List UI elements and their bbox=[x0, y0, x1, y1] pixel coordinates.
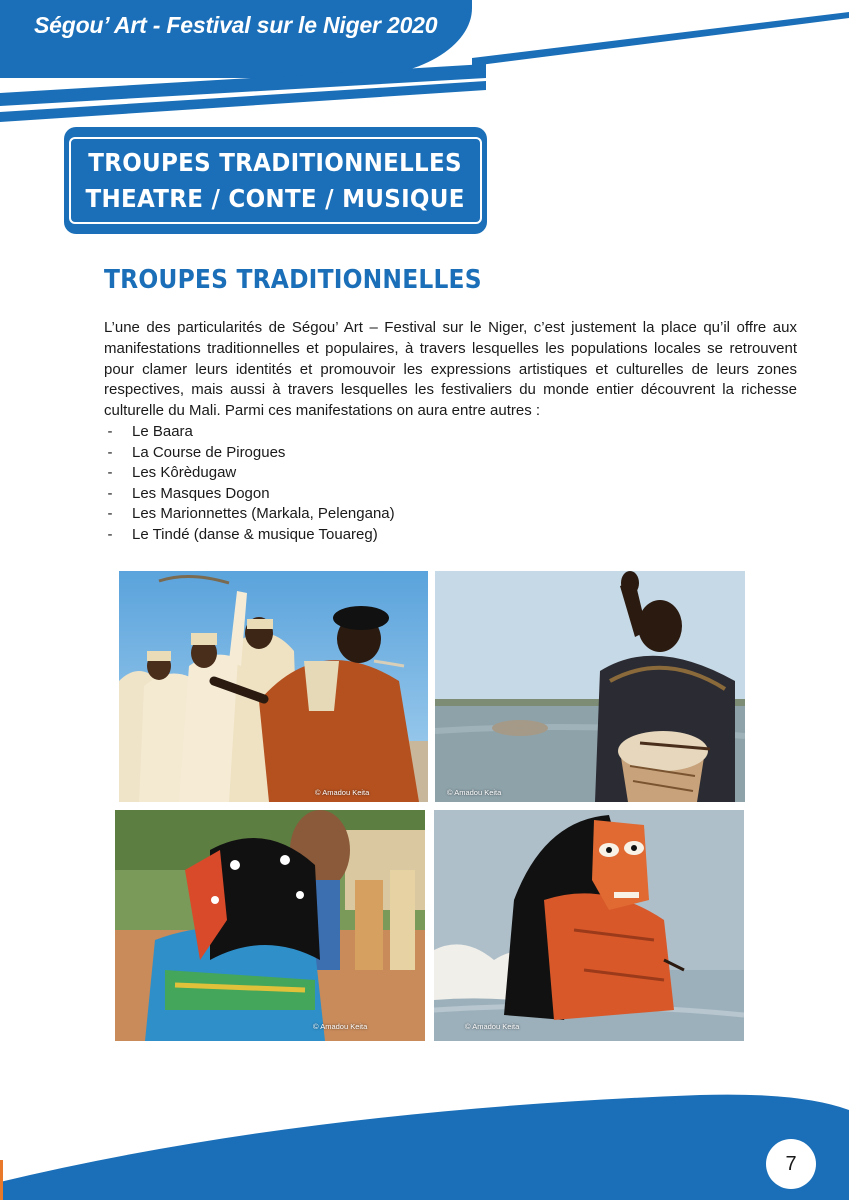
photo-koredugaw bbox=[115, 810, 425, 1041]
list-item-label: Le Baara bbox=[132, 423, 193, 440]
section-heading: TROUPES TRADITIONNELLES bbox=[104, 265, 482, 295]
footer-wave bbox=[0, 1090, 849, 1200]
list-bullet: - bbox=[107, 505, 113, 523]
photo-drummer bbox=[435, 571, 745, 802]
page-number: 7 bbox=[785, 1152, 797, 1175]
header-stripes bbox=[0, 0, 849, 130]
list-item bbox=[104, 504, 395, 525]
list-item-label: Le Tindé (danse & musique Touareg) bbox=[132, 525, 378, 543]
list-bullet: - bbox=[107, 443, 113, 461]
header-title: Ségou’ Art - Festival sur le Niger 2020 bbox=[34, 12, 438, 38]
list-item bbox=[104, 484, 395, 505]
list-bullet: - bbox=[107, 423, 113, 440]
list-item bbox=[104, 525, 395, 546]
photo-credit: © Amadou Keita bbox=[313, 1022, 368, 1031]
title-box bbox=[64, 127, 487, 234]
list-bullet: - bbox=[107, 525, 113, 543]
photo-dancers bbox=[119, 571, 428, 802]
list-item-label: La Course de Pirogues bbox=[132, 443, 286, 461]
list-item-label: Les Kôrèdugaw bbox=[132, 464, 237, 482]
title-line-2: THEATRE / CONTE / MUSIQUE bbox=[85, 183, 466, 213]
left-accent bbox=[0, 1160, 3, 1200]
stripe-long bbox=[472, 12, 849, 66]
list-item-label: Les Marionnettes (Markala, Pelengana) bbox=[132, 505, 395, 523]
photo-credit: © Amadou Keita bbox=[465, 1022, 520, 1031]
title-line-1: TROUPES TRADITIONNELLES bbox=[88, 147, 463, 177]
list-item bbox=[104, 463, 395, 484]
list-item-label: Les Masques Dogon bbox=[132, 484, 270, 502]
photo-credit: © Amadou Keita bbox=[447, 788, 502, 797]
intro-paragraph: L’une des particularités de Ségou’ Art – Festival sur le Niger, c’est justement la place qu’il offre aux manifestations traditionnelles et populaires, à travers lesquelles les populations locales se retrouvent pour clamer leurs identités et promouvoir les expressions artistiques et culturelles de leurs zones respectives, mais aussi à travers lesquelles les festivaliers du monde entier découvrent la richesse culturelle du Mali. Parmi ces manifestations on aura entre autres : bbox=[104, 319, 797, 420]
list-item bbox=[104, 443, 395, 464]
page-number-badge bbox=[766, 1139, 816, 1189]
photo-mask bbox=[434, 810, 744, 1041]
list-bullet: - bbox=[107, 484, 113, 502]
title-box-frame bbox=[69, 137, 482, 224]
photo-credit: © Amadou Keita bbox=[315, 788, 370, 797]
list-bullet: - bbox=[107, 464, 113, 482]
list-item bbox=[104, 422, 395, 443]
manifestations-list bbox=[104, 422, 395, 546]
